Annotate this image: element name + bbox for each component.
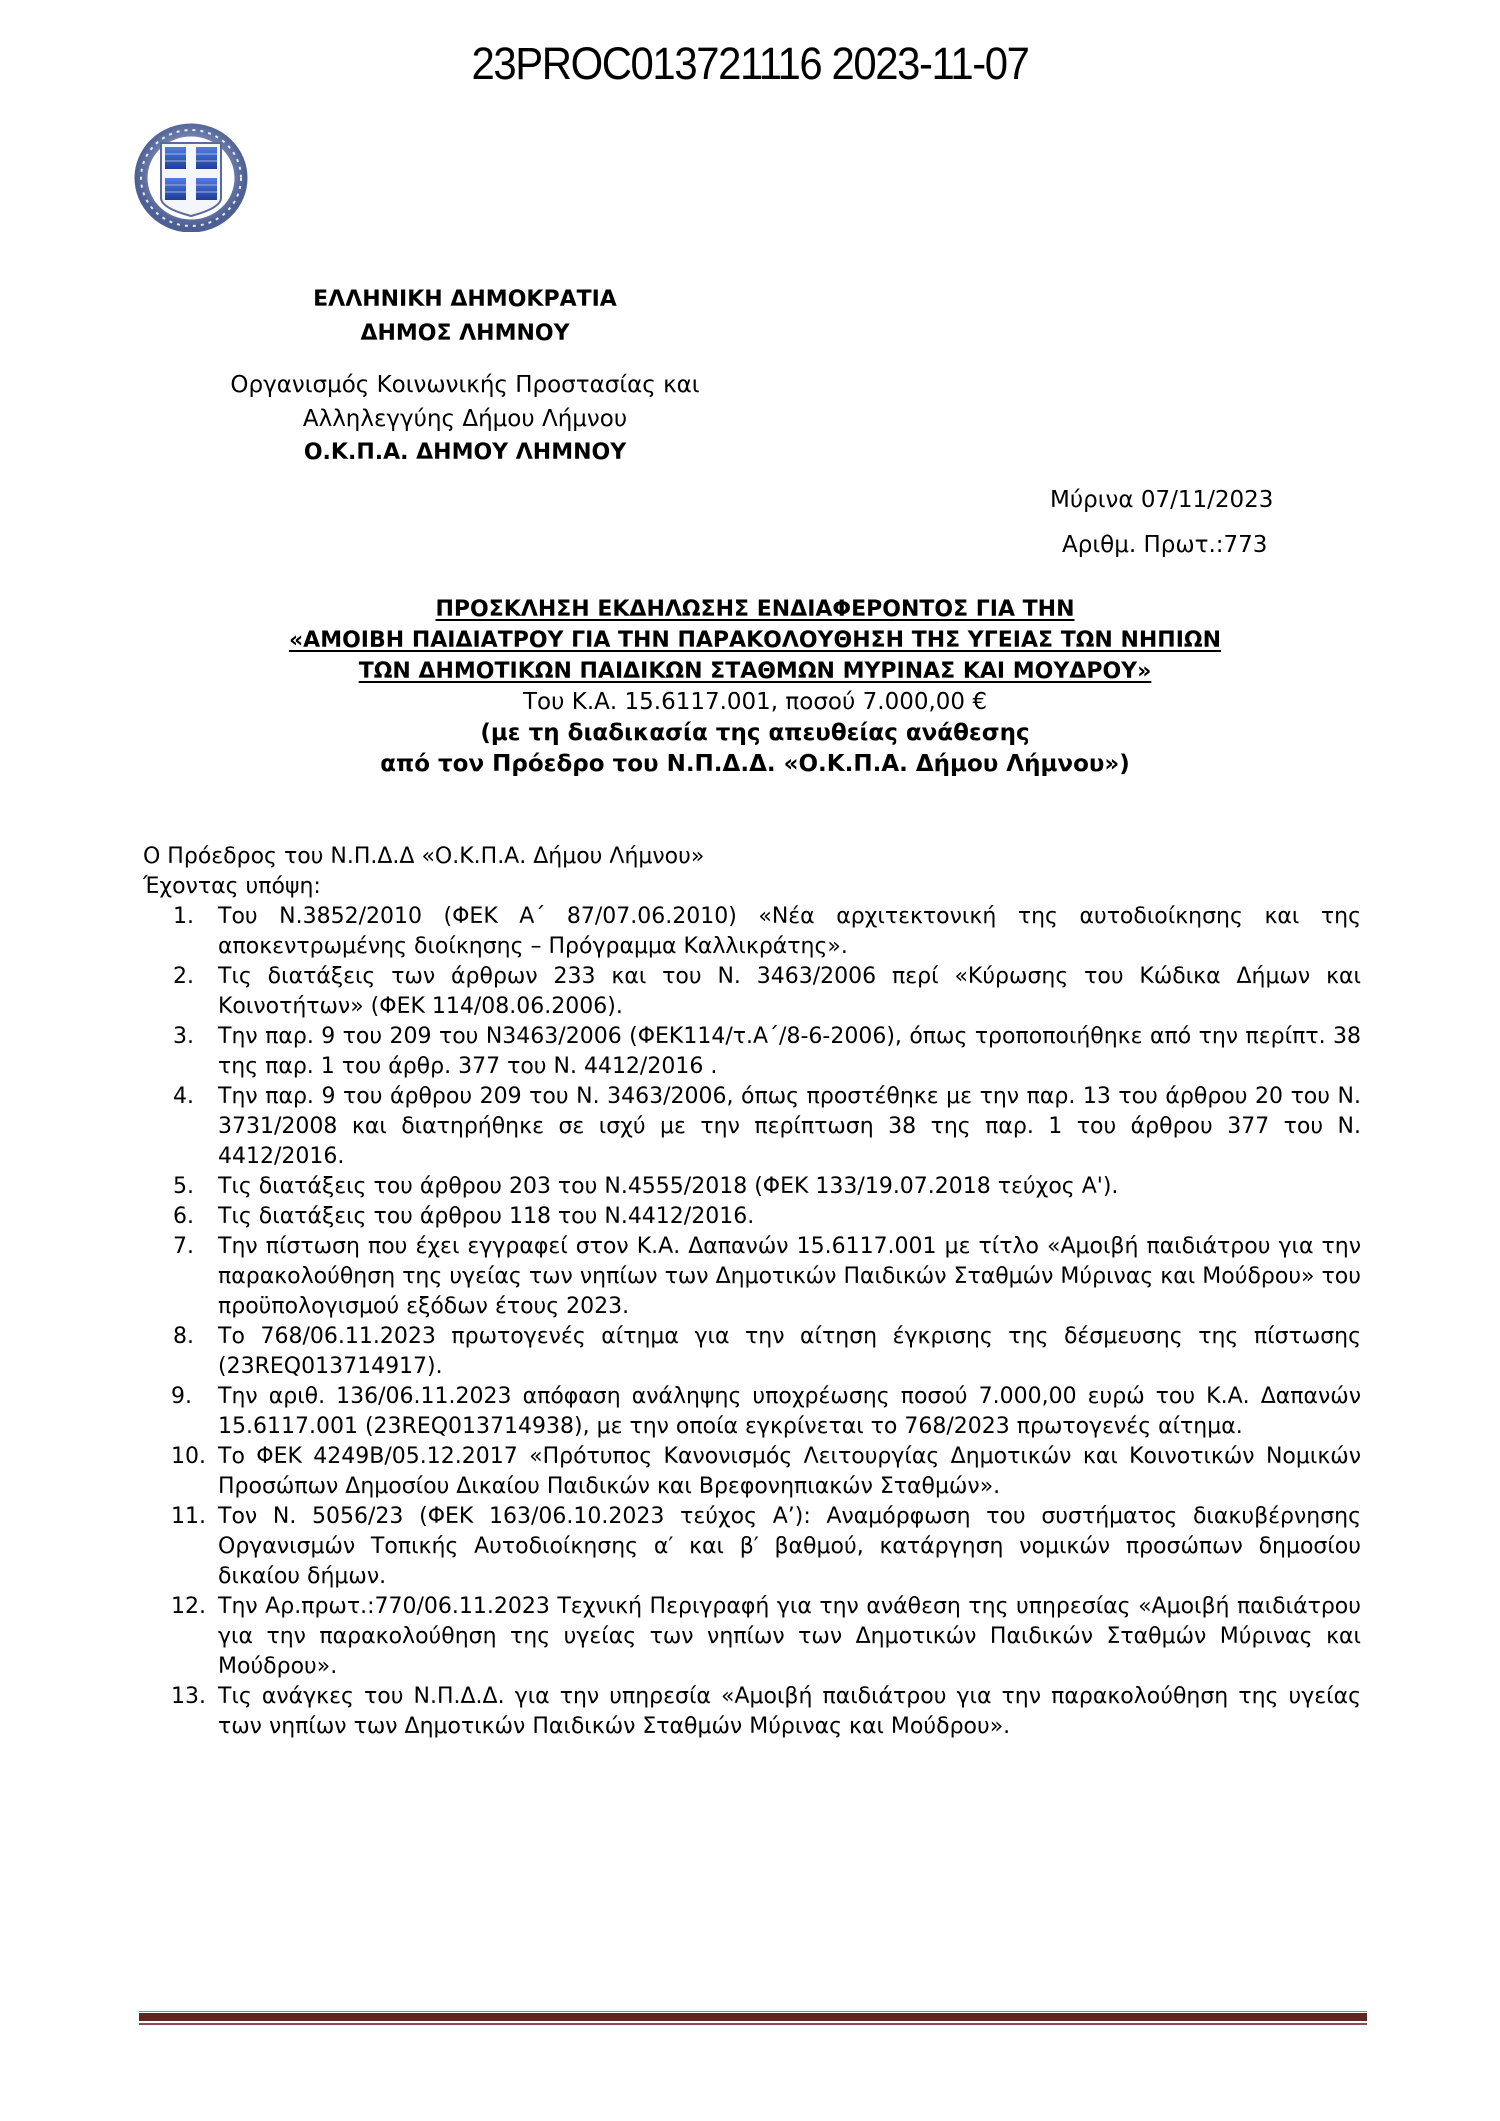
list-item-text: Τις ανάγκες του Ν.Π.Δ.Δ. για την υπηρεσία «Αμοιβή παιδιάτρου για την παρακολούθηση της υγείας των νηπίων των Δημοτικών Παιδικών Σταθμών Μύρινας και Μούδρου». xyxy=(218,1684,1361,1739)
place-date: Μύρινα 07/11/2023 xyxy=(1050,487,1274,513)
protocol-number: Αριθμ. Πρωτ.:773 xyxy=(1062,532,1268,558)
list-item-number: 3. xyxy=(173,1024,194,1049)
list-item-number: 11. xyxy=(171,1504,206,1529)
list-item-number: 6. xyxy=(173,1204,194,1229)
list-item-text: Την Αρ.πρωτ.:770/06.11.2023 Τεχνική Περιγραφή για την ανάθεση της υπηρεσίας «Αμοιβή παιδιάτρου για την παρακολούθηση της υγείας των νηπίων των Δημοτικών Παιδικών Σταθμών Μύρινας και Μούδρου». xyxy=(218,1594,1361,1679)
list-item xyxy=(143,1682,1361,1742)
list-item xyxy=(143,1502,1361,1592)
document-title xyxy=(130,594,1380,780)
list-item-text: Την πίστωση που έχει εγγραφεί στον Κ.Α. Δαπανών 15.6117.001 με τίτλο «Αμοιβή παιδιάτρου για την παρακολούθηση της υγείας των νηπίων των Δημοτικών Παιδικών Σταθμών Μύρινας και Μούδρου» του προϋπολογισμού εξόδων έτους 2023. xyxy=(218,1234,1361,1319)
authority-line: από τον Πρόεδρο του Ν.Π.Δ.Δ. «Ο.Κ.Π.Α. Δήμου Λήμνου») xyxy=(380,751,1130,777)
date-block xyxy=(1050,478,1350,568)
organization-name-line1: Οργανισμός Κοινωνικής Προστασίας και xyxy=(230,372,700,398)
intro-line-1: Ο Πρόεδρος του Ν.Π.Δ.Δ «Ο.Κ.Π.Α. Δήμου Λήμνου» xyxy=(143,844,705,869)
list-item xyxy=(143,1442,1361,1502)
organization-short-name: Ο.Κ.Π.Α. ΔΗΜΟΥ ΛΗΜΝΟΥ xyxy=(303,440,627,465)
list-item xyxy=(143,1592,1361,1682)
country-name: ΕΛΛΗΝΙΚΗ ΔΗΜΟΚΡΑΤΙΑ xyxy=(313,287,617,312)
list-item xyxy=(143,1082,1361,1172)
title-line-2: «ΑΜΟΙΒΗ ΠΑΙΔΙΑΤΡΟΥ ΓΙΑ ΤΗΝ ΠΑΡΑΚΟΛΟΥΘΗΣΗ ΤΗΣ ΥΓΕΙΑΣ ΤΩΝ ΝΗΠΙΩΝ xyxy=(288,628,1222,653)
list-item-number: 10. xyxy=(171,1444,206,1469)
budget-line: Του Κ.Α. 15.6117.001, ποσού 7.000,00 € xyxy=(523,689,987,715)
title-line-3: ΤΩΝ ΔΗΜΟΤΙΚΩΝ ΠΑΙΔΙΚΩΝ ΣΤΑΘΜΩΝ ΜΥΡΙΝΑΣ ΚΑΙ ΜΟΥΔΡΟΥ» xyxy=(358,659,1152,684)
list-item xyxy=(143,962,1361,1022)
document-stamp: 23PROC013721116 2023-11-07 xyxy=(471,38,1029,89)
municipality-name: ΔΗΜΟΣ ΛΗΜΝΟΥ xyxy=(360,321,570,346)
list-item-number: 13. xyxy=(171,1684,206,1709)
list-item-text: Τις διατάξεις του άρθρου 118 του Ν.4412/2016. xyxy=(218,1204,755,1229)
list-item xyxy=(143,1022,1361,1082)
considerations-list xyxy=(143,902,1361,1742)
list-item-number: 5. xyxy=(173,1174,194,1199)
intro-line-2: Έχοντας υπόψη: xyxy=(143,874,321,899)
list-item-text: Τις διατάξεις του άρθρου 203 του Ν.4555/2018 (ΦΕΚ 133/19.07.2018 τεύχος Α'). xyxy=(218,1174,1119,1199)
list-item xyxy=(143,902,1361,962)
list-item-number: 2. xyxy=(173,964,194,989)
list-item xyxy=(143,1202,1361,1232)
list-item-number: 7. xyxy=(173,1234,194,1259)
document-body xyxy=(143,842,1361,1742)
list-item xyxy=(143,1382,1361,1442)
list-item-number: 1. xyxy=(173,904,194,929)
list-item-text: Το 768/06.11.2023 πρωτογενές αίτημα για την αίτηση έγκρισης της δέσμευσης της πίστωσης (23REQ013714917). xyxy=(218,1324,1361,1379)
footer-rule-thin xyxy=(139,2023,1367,2025)
list-item xyxy=(143,1232,1361,1322)
list-item-text: Την αριθ. 136/06.11.2023 απόφαση ανάληψης υποχρέωσης ποσού 7.000,00 ευρώ του Κ.Α. Δαπανών 15.6117.001 (23REQ013714938), με την οποία εγκρίνεται το 768/2023 πρωτογενές αίτημα. xyxy=(218,1384,1361,1439)
list-item-number: 4. xyxy=(173,1084,194,1109)
procedure-line: (με τη διαδικασία της απευθείας ανάθεσης xyxy=(480,720,1030,746)
list-item-number: 8. xyxy=(173,1324,194,1349)
list-item-text: Του Ν.3852/2010 (ΦΕΚ Α΄ 87/07.06.2010) «Νέα αρχιτεκτονική της αυτοδιοίκησης και της αποκεντρωμένης διοίκησης – Πρόγραμμα Καλλικράτης». xyxy=(218,904,1361,959)
list-item xyxy=(143,1322,1361,1382)
issuer-header xyxy=(165,283,765,470)
list-item-text: Την παρ. 9 του άρθρου 209 του Ν. 3463/2006, όπως προστέθηκε με την παρ. 13 του άρθρου 20 του Ν. 3731/2008 και διατηρήθηκε σε ισχύ με την περίπτωση 38 της παρ. 1 του άρθρου 377 του Ν. 4412/2016. xyxy=(218,1084,1361,1169)
footer-rule-highlight xyxy=(139,2011,1367,2012)
list-item xyxy=(143,1172,1361,1202)
list-item-text: Τον Ν. 5056/23 (ΦΕΚ 163/06.10.2023 τεύχος Α’): Αναμόρφωση του συστήματος διακυβέρνησης Οργανισμών Τοπικής Αυτοδιοίκησης α′ και β′ βαθμού, κατάργηση νομικών προσώπων δημοσίου δικαίου δήμων. xyxy=(218,1504,1361,1589)
title-line-1: ΠΡΟΣΚΛΗΣΗ ΕΚΔΗΛΩΣΗΣ ΕΝΔΙΑΦΕΡΟΝΤΟΣ ΓΙΑ ΤΗΝ xyxy=(435,597,1075,622)
list-item-text: Το ΦΕΚ 4249Β/05.12.2017 «Πρότυπος Κανονισμός Λειτουργίας Δημοτικών και Κοινοτικών Νομικών Προσώπων Δημοσίου Δικαίου Παιδικών και Βρεφονηπιακών Σταθμών». xyxy=(218,1444,1361,1499)
organization-name-line2: Αλληλεγγύης Δήμου Λήμνου xyxy=(302,406,628,432)
greek-coat-of-arms-icon xyxy=(134,118,248,232)
list-item-number: 12. xyxy=(171,1594,206,1619)
list-item-number: 9. xyxy=(171,1384,192,1409)
footer-rule-thick xyxy=(139,2013,1367,2021)
list-item-text: Την παρ. 9 του 209 του Ν3463/2006 (ΦΕΚ114/τ.Α΄/8-6-2006), όπως τροποποιήθηκε από την περίπτ. 38 της παρ. 1 του άρθρ. 377 του Ν. 4412/2016 . xyxy=(218,1024,1361,1079)
list-item-text: Τις διατάξεις των άρθρων 233 και του Ν. 3463/2006 περί «Κύρωσης του Κώδικα Δήμων και Κοινοτήτων» (ΦΕΚ 114/08.06.2006). xyxy=(218,964,1361,1019)
